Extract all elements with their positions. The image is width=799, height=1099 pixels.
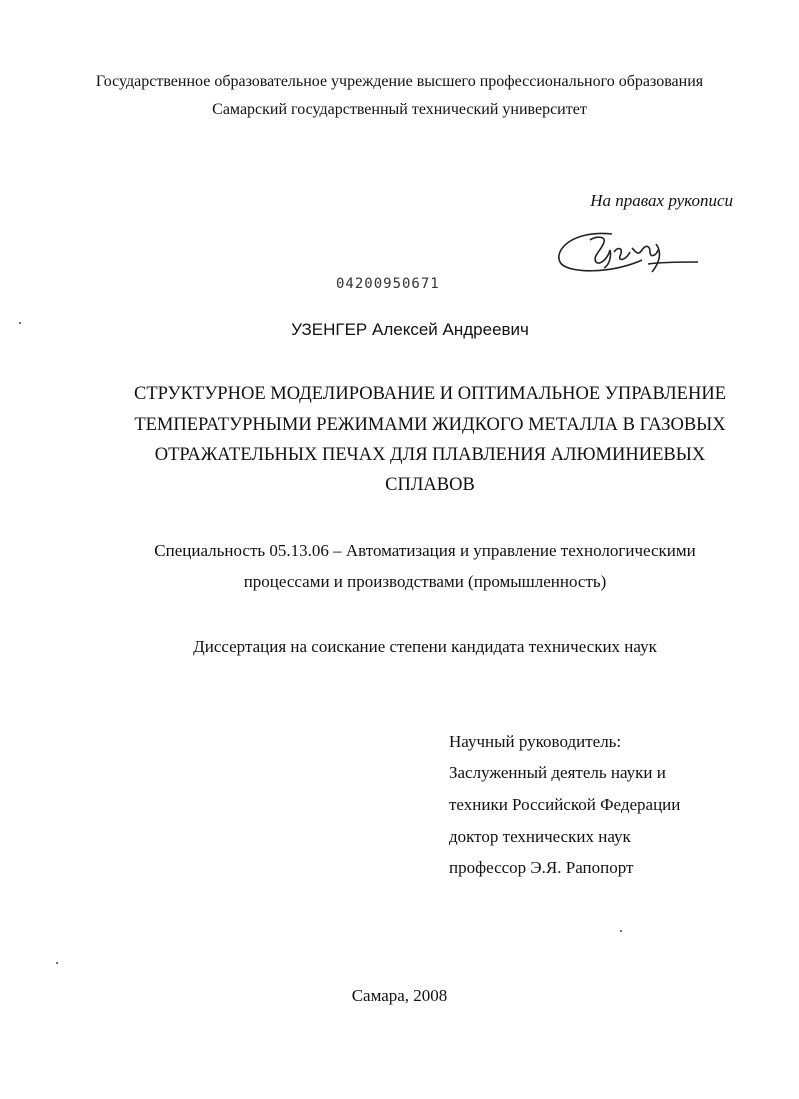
manuscript-note: На правах рукописи bbox=[590, 191, 733, 210]
document-code: 04200950671 bbox=[336, 276, 440, 292]
supervisor-heading: Научный руководитель: bbox=[449, 732, 622, 751]
scan-speck bbox=[620, 930, 622, 932]
author-signature bbox=[552, 222, 702, 282]
supervisor-line-5: профессор Э.Я. Рапопорт bbox=[449, 858, 634, 877]
institution-line-1: Государственное образовательное учреждение высшего профессионального образования bbox=[95, 73, 704, 90]
supervisor-line-2: Заслуженный деятель науки и bbox=[449, 763, 666, 782]
specialty-line-2: процессами и производствами (промышленность) bbox=[243, 572, 607, 591]
title-line-1: СТРУКТУРНОЕ МОДЕЛИРОВАНИЕ И ОПТИМАЛЬНОЕ УПРАВЛЕНИЕ bbox=[134, 384, 726, 404]
title-line-2: ТЕМПЕРАТУРНЫМИ РЕЖИМАМИ ЖИДКОГО МЕТАЛЛА В ГАЗОВЫХ bbox=[134, 415, 726, 435]
supervisor-line-3: техники Российской Федерации bbox=[449, 795, 681, 814]
specialty-line-1: Специальность 05.13.06 – Автоматизация и управление технологическими bbox=[154, 541, 696, 560]
city-year: Самара, 2008 bbox=[351, 986, 448, 1005]
supervisor-line-4: доктор технических наук bbox=[449, 827, 631, 846]
author-name: УЗЕНГЕР Алексей Андреевич bbox=[291, 320, 529, 339]
institution-line-2: Самарский государственный технический университет bbox=[212, 101, 587, 118]
dissertation-type: Диссертация на соискание степени кандидата технических наук bbox=[193, 637, 657, 656]
title-line-4: СПЛАВОВ bbox=[385, 475, 475, 495]
scan-speck bbox=[56, 962, 58, 964]
title-line-3: ОТРАЖАТЕЛЬНЫХ ПЕЧАХ ДЛЯ ПЛАВЛЕНИЯ АЛЮМИНИЕВЫХ bbox=[154, 445, 706, 465]
